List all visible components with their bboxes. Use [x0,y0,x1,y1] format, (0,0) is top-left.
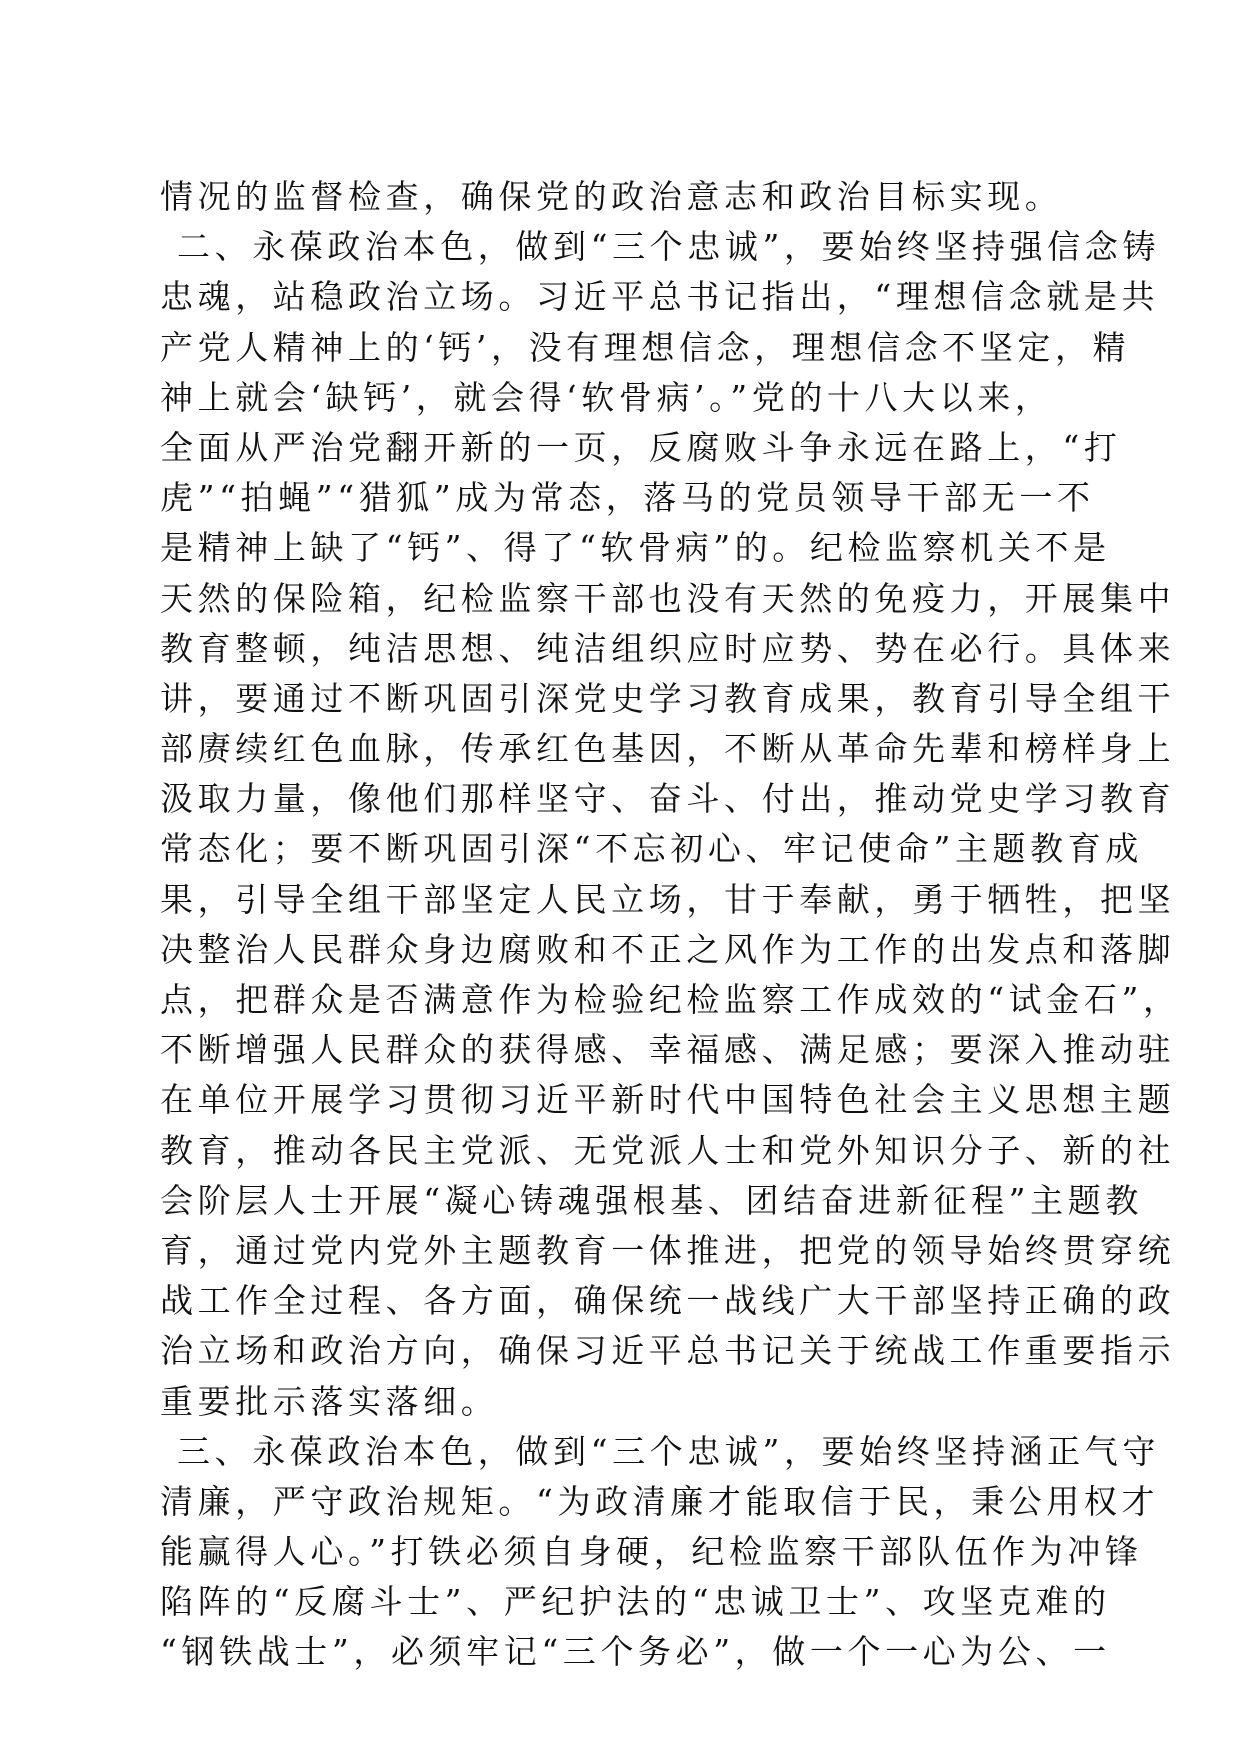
text-line: 虎”“拍蝇”“猎狐”成为常态，落马的党员领导干部无一不 [160,478,1095,518]
text-line: 陷阵的“反腐斗士”、严纪护法的“忠诚卫士”、攻坚克难的 [160,1582,1111,1622]
text-line: 不断增强人民群众的获得感、幸福感、满足感；要深入推动驻 [160,1030,1176,1070]
text-line: 全面从严治党翻开新的一页，反腐败斗争永远在路上，“打 [160,427,1122,467]
text-line: 产党人精神上的‘钙’，没有理想信念，理想信念不坚定，精 [160,327,1131,367]
text-line: 天然的保险箱，纪检监察干部也没有天然的免疫力，开展集中 [160,578,1176,618]
section-three-heading-line: 三、永葆政治本色，做到“三个忠诚”，要始终坚持涵正气守 [177,1431,1160,1471]
text-line: 会阶层人士开展“凝心铸魂强根基、团结奋进新征程”主题教 [160,1180,1143,1220]
text-line: 清廉，严守政治规矩。“为政清廉才能取信于民，秉公用权才 [160,1481,1160,1521]
section-two-heading-line: 二、永葆政治本色，做到“三个忠诚”，要始终坚持强信念铸 [177,227,1160,267]
text-line: 能赢得人心。”打铁必须自身硬，纪检监察干部队伍作为冲锋 [160,1532,1143,1572]
text-line: 点，把群众是否满意作为检验纪检监察工作成效的“试金石”， [160,980,1181,1019]
text-line: 教育，推动各民主党派、无党派人士和党外知识分子、新的社 [160,1130,1176,1170]
text-line: 治立场和政治方向，确保习近平总书记关于统战工作重要指示 [160,1331,1176,1371]
text-line: 讲，要通过不断巩固引深党史学习教育成果，教育引导全组干 [160,678,1176,718]
text-line: 育，通过党内党外主题教育一体推进，把党的领导始终贯穿统 [160,1230,1176,1270]
text-line: 忠魂，站稳政治立场。习近平总书记指出，“理想信念就是共 [160,277,1160,317]
text-line: 是精神上缺了“钙”、得了“软骨病”的。纪检监察机关不是 [160,528,1111,568]
text-line: 决整治人民群众身边腐败和不正之风作为工作的出发点和落脚 [160,929,1176,969]
text-line: 教育整顿，纯洁思想、纯洁组织应时应势、势在必行。具体来 [160,628,1176,668]
text-line: “钢铁战士”，必须牢记“三个务必”，做一个一心为公、一 [160,1632,1111,1672]
text-line: 战工作全过程、各方面，确保统一战线广大干部坚持正确的政 [160,1281,1176,1321]
text-line: 在单位开展学习贯彻习近平新时代中国特色社会主义思想主题 [160,1080,1176,1120]
text-line: 常态化；要不断巩固引深“不忘初心、牢记使命”主题教育成 [160,829,1143,869]
text-line: 重要批示落实落细。 [160,1381,499,1421]
text-line: 情况的监督检查，确保党的政治意志和政治目标实现。 [160,177,1063,216]
text-line: 果，引导全组干部坚定人民立场，甘于奉献，勇于牺牲，把坚 [160,879,1176,919]
text-line: 汲取力量，像他们那样坚守、奋斗、付出，推动党史学习教育 [160,779,1176,819]
document-body [160,172,1181,1678]
text-line: 部赓续红色血脉，传承红色基因，不断从革命先辈和榜样身上 [160,729,1176,769]
text-line: 神上就会‘缺钙’，就会得‘软骨病’。”党的十八大以来， [160,377,1053,417]
